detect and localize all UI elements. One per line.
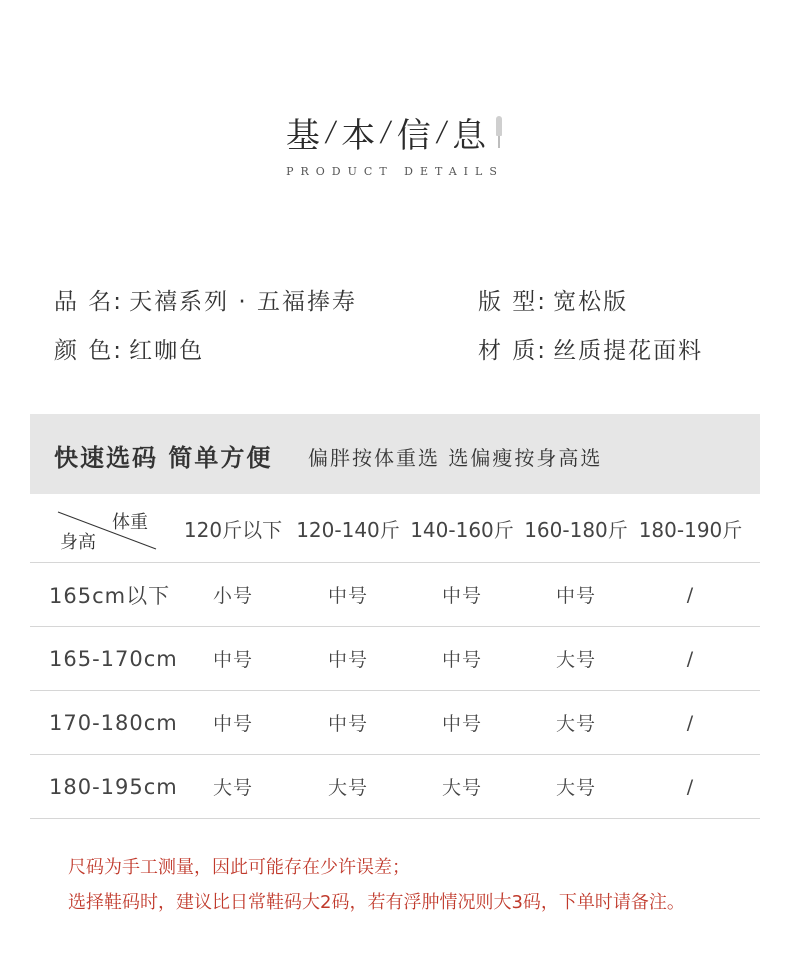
info-fit-value: 宽松版 <box>553 289 629 315</box>
size-cell: 中号 <box>212 713 253 735</box>
column-header: 140-160斤 <box>410 517 514 542</box>
size-cell: / <box>686 583 695 606</box>
info-name-key: 品 名: <box>54 289 124 315</box>
column-header: 120斤以下 <box>183 517 283 542</box>
size-guide-banner <box>30 414 760 494</box>
title-separator: / <box>434 113 451 151</box>
info-color-value: 红咖色 <box>129 338 205 364</box>
table-header-row <box>30 494 760 563</box>
note-line: 尺码为手工测量，因此可能存在少许误差； <box>68 857 410 878</box>
size-cell: 中号 <box>212 649 253 671</box>
info-name <box>54 283 357 316</box>
banner-headline: 快速选码 简单方便 <box>54 444 273 472</box>
column-header: 180-190斤 <box>638 517 743 542</box>
size-notes <box>68 850 685 920</box>
table-row <box>30 691 760 755</box>
note-line: 选择鞋码时，建议比日常鞋码大2码，若有浮肿情况则大3码，下单时请备注。 <box>68 892 685 913</box>
title-separator: / <box>323 113 340 151</box>
banner-tip: 偏胖按体重选 选偏瘦按身高选 <box>308 446 603 470</box>
column-header: 160-180斤 <box>524 517 628 542</box>
row-height-label: 165cm以下 <box>49 583 171 608</box>
title-char-2: 本 <box>341 116 378 156</box>
title-char-4: 息 <box>452 116 489 156</box>
size-cell: 中号 <box>555 585 596 607</box>
section-header <box>0 108 790 178</box>
size-cell: 中号 <box>441 649 482 671</box>
size-cell: 大号 <box>555 713 596 735</box>
size-cell: 大号 <box>327 777 368 799</box>
size-cell: 中号 <box>327 713 368 735</box>
size-cell: 中号 <box>441 713 482 735</box>
pin-icon <box>494 116 504 150</box>
column-header: 120-140斤 <box>296 517 400 542</box>
table-row <box>30 563 760 627</box>
row-height-label: 165-170cm <box>49 646 178 671</box>
size-cell: / <box>686 647 695 670</box>
size-cell: 中号 <box>327 585 368 607</box>
section-title <box>286 108 504 157</box>
table-corner-cell <box>30 494 180 562</box>
size-cell: / <box>686 775 695 798</box>
size-cell: 小号 <box>212 585 253 607</box>
diagonal-divider <box>30 494 180 562</box>
info-fit <box>478 283 628 316</box>
table-row <box>30 755 760 819</box>
title-separator: / <box>378 113 396 151</box>
size-cell: / <box>686 711 695 734</box>
title-char-1: 基 <box>285 116 322 156</box>
size-cell: 大号 <box>212 777 253 799</box>
size-cell: 中号 <box>441 585 482 607</box>
section-subtitle: PRODUCT DETAILS <box>286 165 504 178</box>
info-material-key: 材 质: <box>478 338 548 364</box>
size-cell: 大号 <box>555 777 596 799</box>
size-table <box>30 494 760 819</box>
info-color-key: 颜 色: <box>54 338 124 364</box>
info-name-value: 天禧系列 · 五福捧寿 <box>129 289 357 315</box>
corner-weight-label: 体重 <box>112 512 148 533</box>
size-cell: 大号 <box>555 649 596 671</box>
title-char-3: 信 <box>396 116 433 156</box>
size-cell: 中号 <box>327 649 368 671</box>
row-height-label: 170-180cm <box>49 710 178 735</box>
corner-height-label: 身高 <box>60 532 96 553</box>
info-material <box>478 332 703 365</box>
info-color <box>54 332 204 365</box>
info-fit-key: 版 型: <box>478 289 548 315</box>
size-cell: 大号 <box>441 777 482 799</box>
info-material-value: 丝质提花面料 <box>553 338 704 364</box>
row-height-label: 180-195cm <box>49 774 178 799</box>
table-row <box>30 627 760 691</box>
